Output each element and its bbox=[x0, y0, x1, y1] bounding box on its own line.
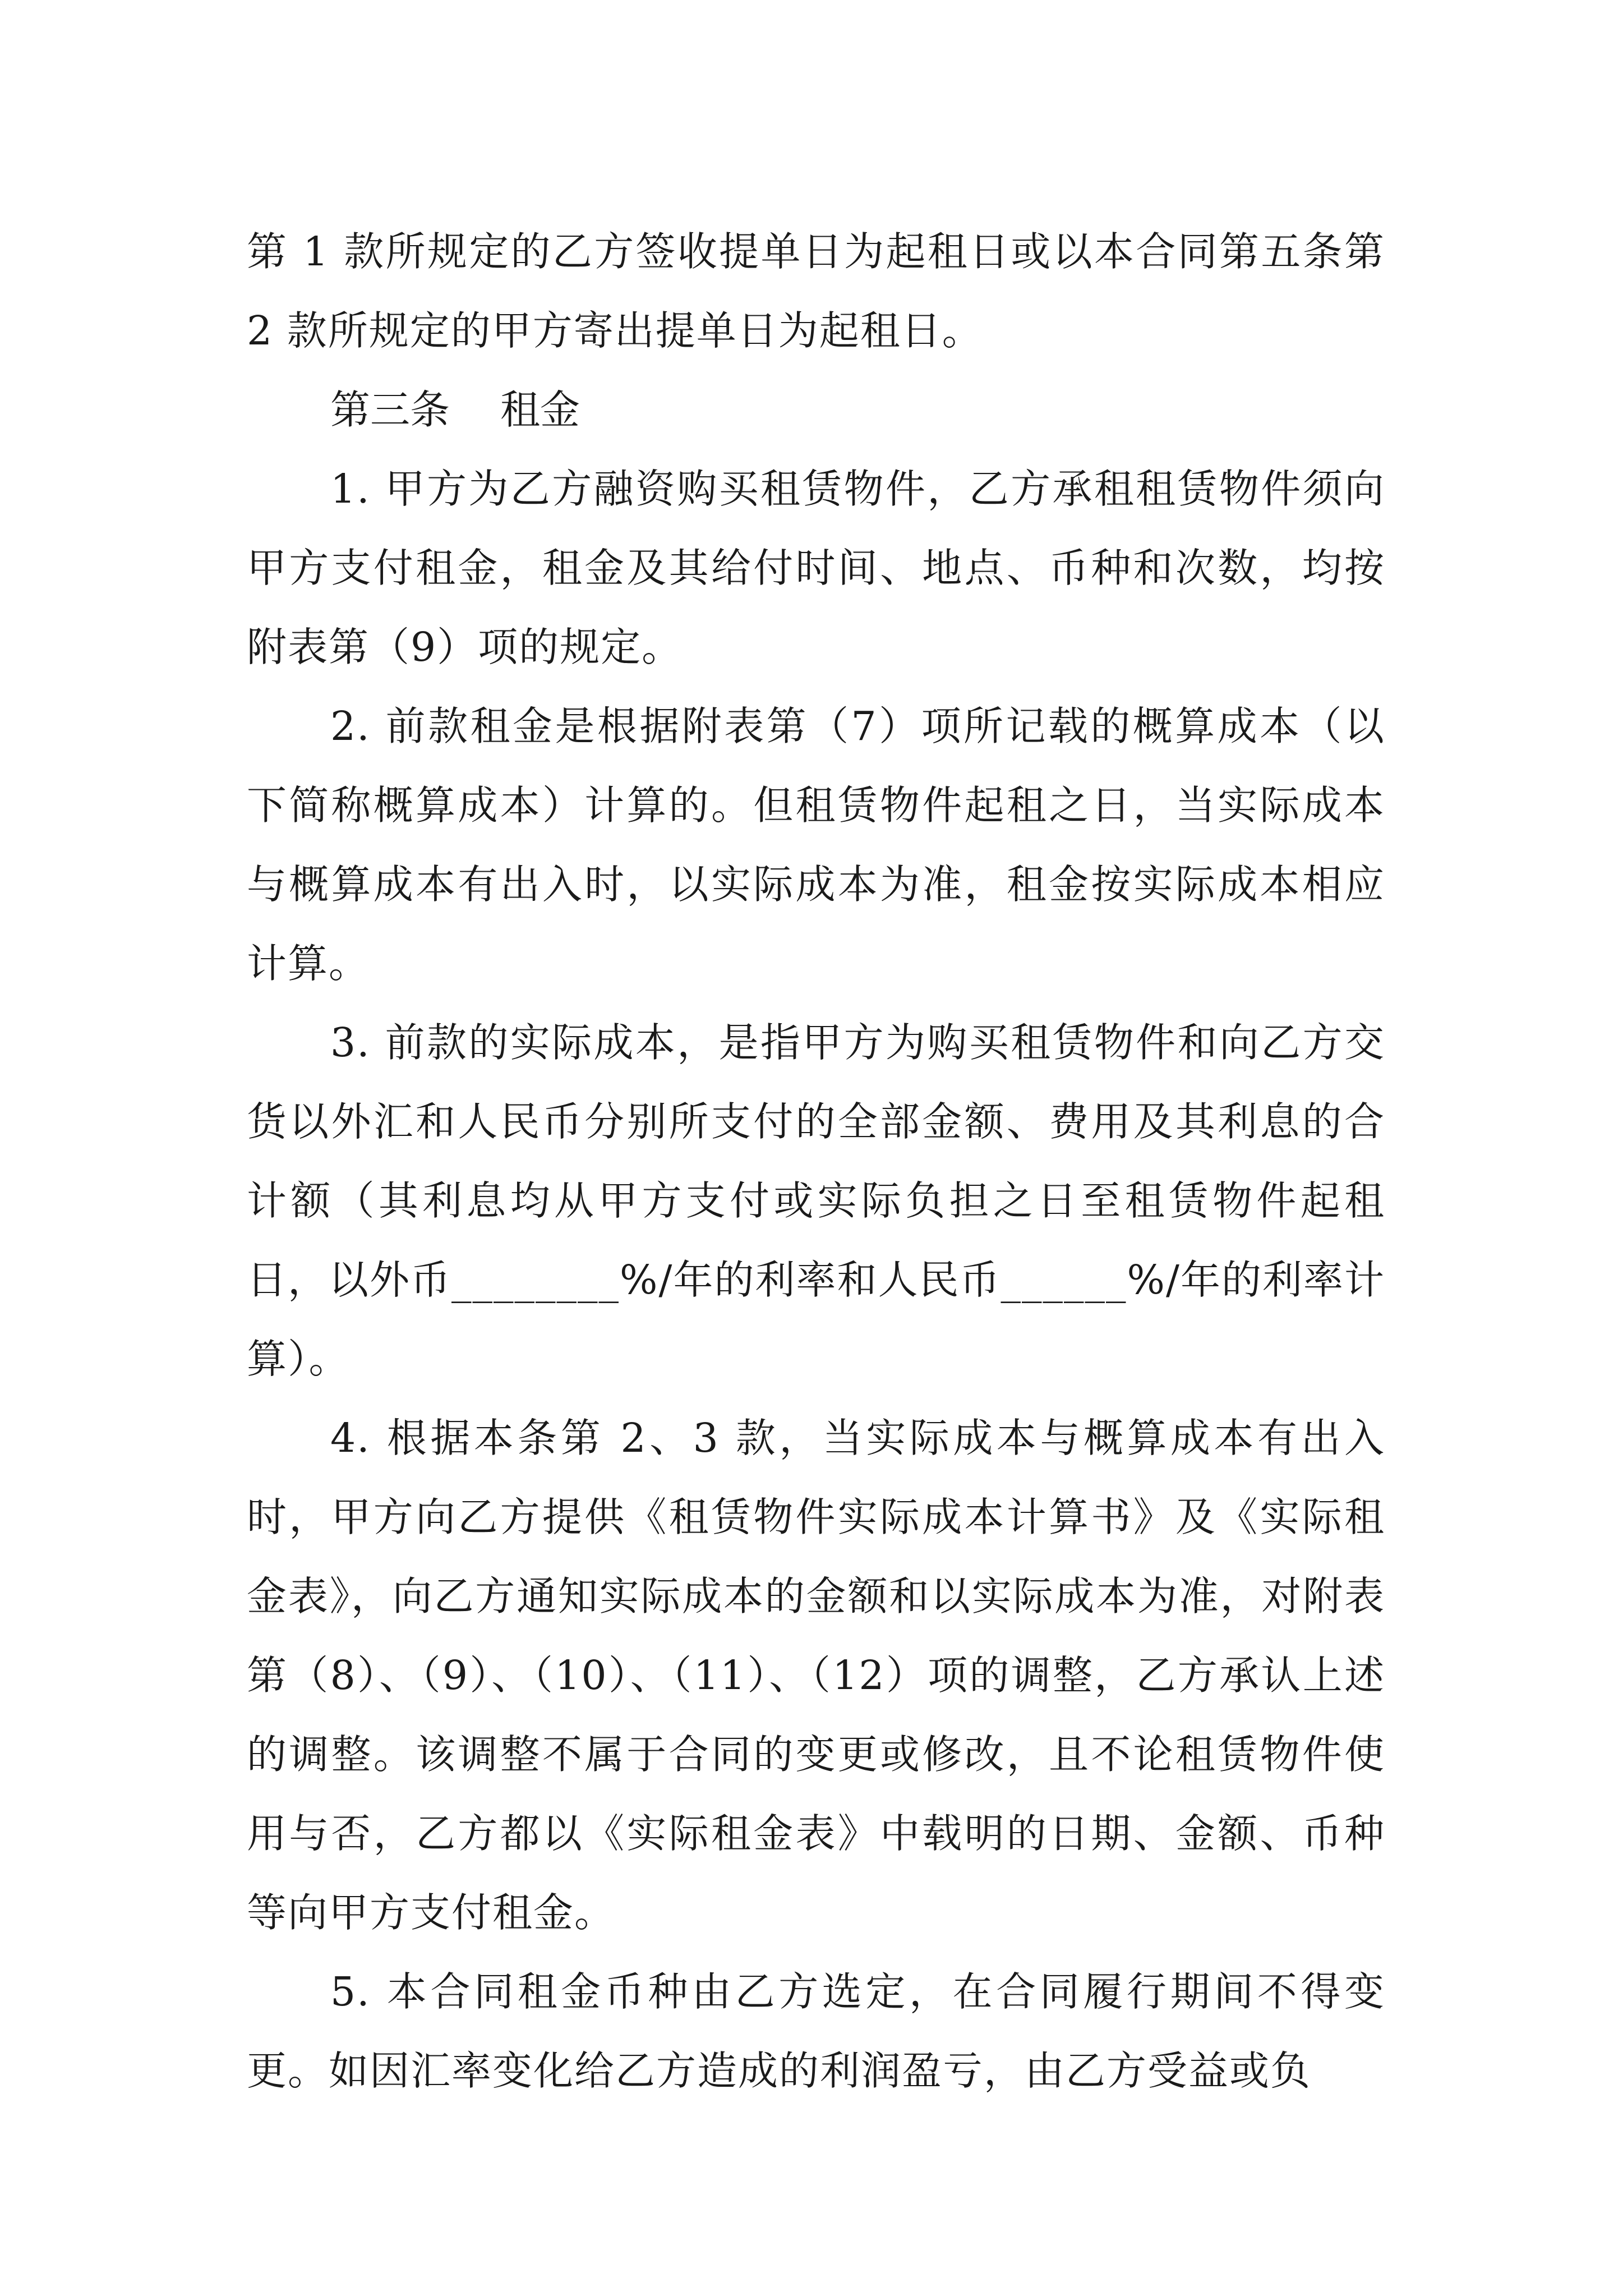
document-body bbox=[247, 212, 1385, 2110]
continuation-paragraph: 第 1 款所规定的乙方签收提单日为起租日或以本合同第五条第 2 款所规定的甲方寄出提单日为起租日。 bbox=[247, 228, 1385, 354]
clause-paragraph: 3. 前款的实际成本，是指甲方为购买租赁物件和向乙方交货以外汇和人民币分别所支付的全部金额、费用及其利息的合计额（其利息均从甲方支付或实际负担之日至租赁物件起租日，以外币________%/年的利率和人民币______%/年的利率计算）。 bbox=[247, 1019, 1385, 1382]
section-number: 第三条 bbox=[330, 386, 450, 433]
section-title: 租金 bbox=[500, 386, 580, 433]
clause-paragraph: 2. 前款租金是根据附表第（7）项所记载的概算成本（以下简称概算成本）计算的。但租赁物件起租之日，当实际成本与概算成本有出入时，以实际成本为准，租金按实际成本相应计算。 bbox=[247, 703, 1385, 987]
clause-paragraph: 5. 本合同租金币种由乙方选定，在合同履行期间不得变更。如因汇率变化给乙方造成的利润盈亏，由乙方受益或负 bbox=[247, 1968, 1385, 2094]
section-heading bbox=[247, 370, 1385, 449]
clause-paragraph: 4. 根据本条第 2、3 款，当实际成本与概算成本有出入时，甲方向乙方提供《租赁物件实际成本计算书》及《实际租金表》，向乙方通知实际成本的金额和以实际成本为准，对附表第（8）、（9）、（10）、（11）、（12）项的调整，乙方承认上述的调整。该调整不属于合同的变更或修改，且不论租赁物件使用与否，乙方都以《实际租金表》中载明的日期、金额、币种等向甲方支付租金。 bbox=[247, 1415, 1385, 1936]
clause-paragraph: 1. 甲方为乙方融资购买租赁物件，乙方承租租赁物件须向甲方支付租金，租金及其给付时间、地点、币种和次数，均按附表第（9）项的规定。 bbox=[247, 466, 1385, 670]
